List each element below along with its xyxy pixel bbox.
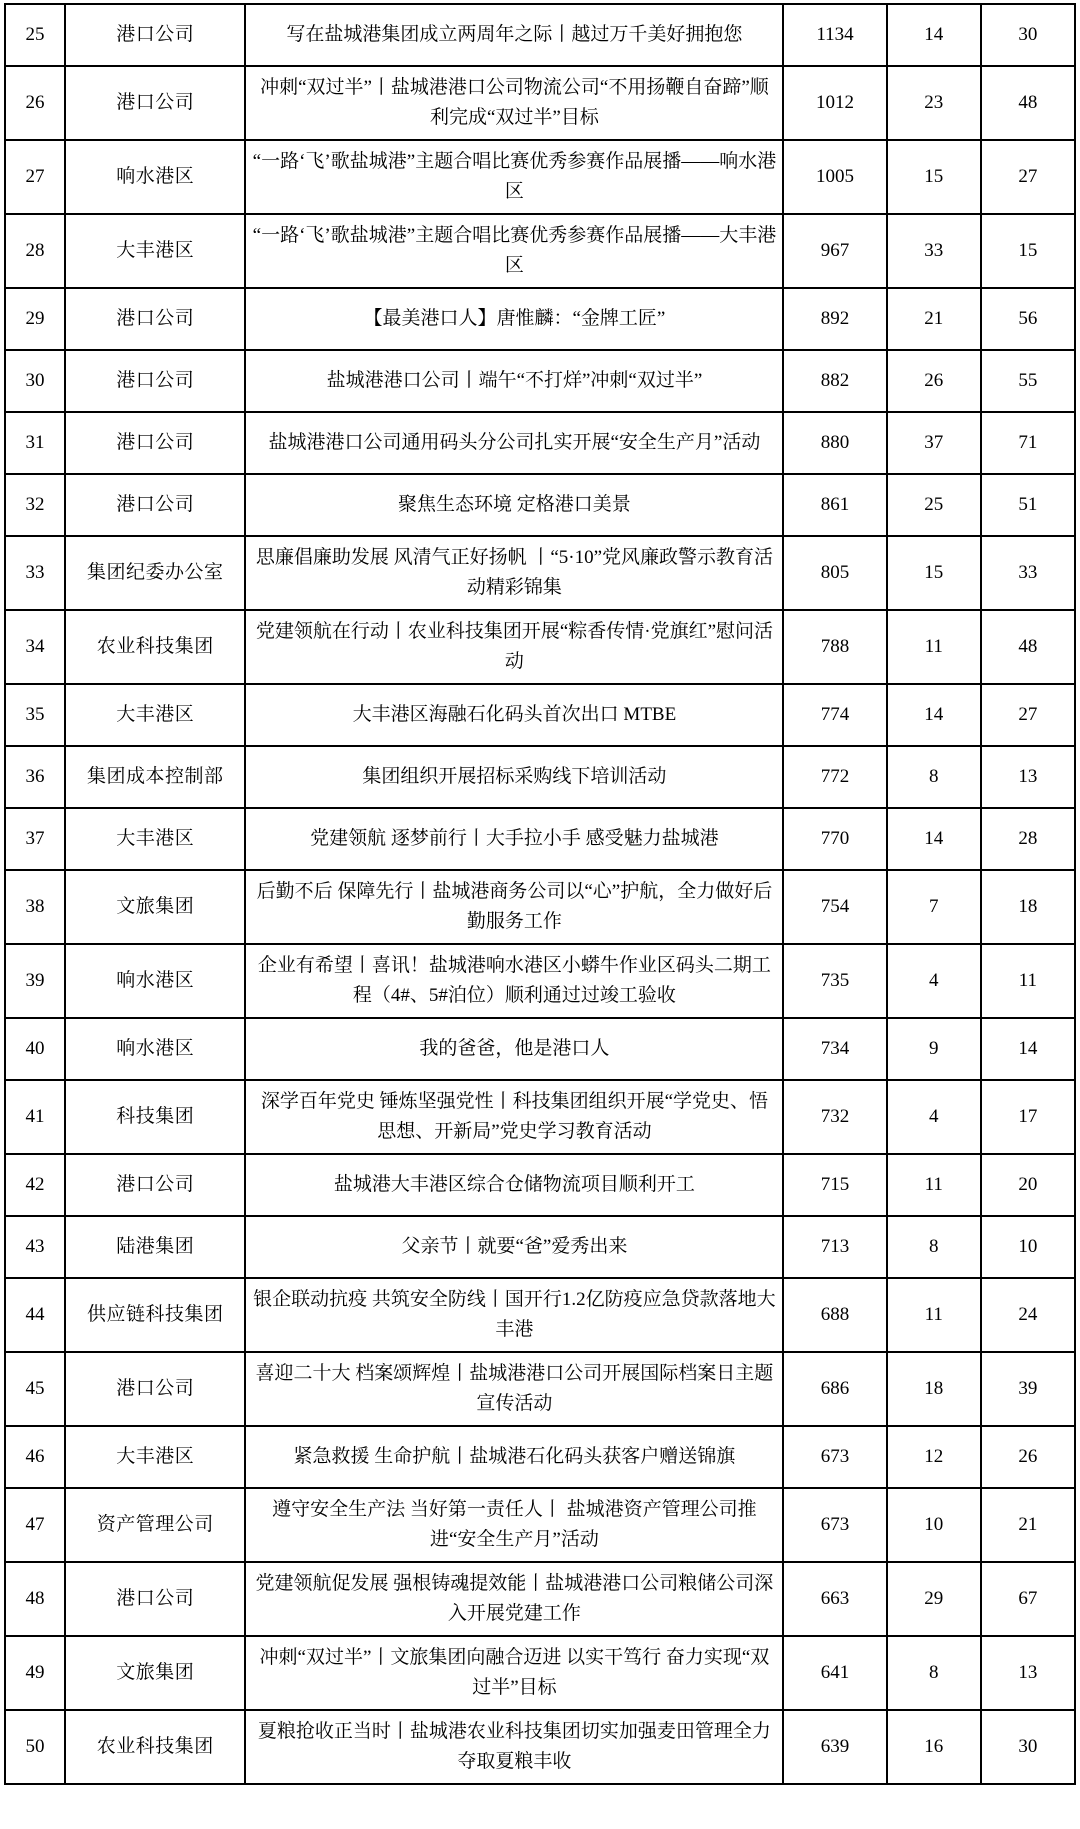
title-cell: 党建领航 逐梦前行丨大手拉小手 感受魅力盐城港 — [245, 808, 783, 870]
metric2-cell: 4 — [887, 1080, 981, 1154]
metric3-cell: 30 — [981, 1710, 1075, 1784]
metric2-cell: 14 — [887, 684, 981, 746]
rank-cell: 32 — [5, 474, 65, 536]
metric2-cell: 10 — [887, 1488, 981, 1562]
metric1-cell: 735 — [783, 944, 886, 1018]
metric1-cell: 1005 — [783, 140, 886, 214]
rank-cell: 31 — [5, 412, 65, 474]
org-cell: 集团纪委办公室 — [65, 536, 245, 610]
rank-cell: 47 — [5, 1488, 65, 1562]
title-cell: 党建领航在行动丨农业科技集团开展“粽香传情·党旗红”慰问活动 — [245, 610, 783, 684]
metric1-cell: 880 — [783, 412, 886, 474]
title-cell: 紧急救援 生命护航丨盐城港石化码头获客户赠送锦旗 — [245, 1426, 783, 1488]
org-cell: 港口公司 — [65, 1154, 245, 1216]
table-row — [5, 66, 1075, 140]
table-row — [5, 1154, 1075, 1216]
table-row — [5, 1352, 1075, 1426]
title-cell: 遵守安全生产法 当好第一责任人丨 盐城港资产管理公司推进“安全生产月”活动 — [245, 1488, 783, 1562]
org-cell: 港口公司 — [65, 4, 245, 66]
rank-cell: 29 — [5, 288, 65, 350]
metric2-cell: 23 — [887, 66, 981, 140]
title-cell: 后勤不后 保障先行丨盐城港商务公司以“心”护航，全力做好后勤服务工作 — [245, 870, 783, 944]
table-row — [5, 1018, 1075, 1080]
rank-cell: 28 — [5, 214, 65, 288]
metric3-cell: 71 — [981, 412, 1075, 474]
org-cell: 农业科技集团 — [65, 610, 245, 684]
title-cell: 思廉倡廉助发展 风清气正好扬帆 丨“5·10”党风廉政警示教育活动精彩锦集 — [245, 536, 783, 610]
metric1-cell: 673 — [783, 1488, 886, 1562]
org-cell: 大丰港区 — [65, 214, 245, 288]
rank-cell: 38 — [5, 870, 65, 944]
metric2-cell: 8 — [887, 746, 981, 808]
table-row — [5, 746, 1075, 808]
metric2-cell: 11 — [887, 610, 981, 684]
table-row — [5, 870, 1075, 944]
title-cell: 深学百年党史 锤炼坚强党性丨科技集团组织开展“学党史、悟思想、开新局”党史学习教育活动 — [245, 1080, 783, 1154]
org-cell: 科技集团 — [65, 1080, 245, 1154]
rank-cell: 50 — [5, 1710, 65, 1784]
org-cell: 港口公司 — [65, 474, 245, 536]
rank-cell: 46 — [5, 1426, 65, 1488]
title-cell: 银企联动抗疫 共筑安全防线丨国开行1.2亿防疫应急贷款落地大丰港 — [245, 1278, 783, 1352]
metric3-cell: 24 — [981, 1278, 1075, 1352]
metric1-cell: 967 — [783, 214, 886, 288]
metric3-cell: 27 — [981, 684, 1075, 746]
metric3-cell: 18 — [981, 870, 1075, 944]
org-cell: 响水港区 — [65, 1018, 245, 1080]
metric3-cell: 10 — [981, 1216, 1075, 1278]
metric3-cell: 33 — [981, 536, 1075, 610]
org-cell: 港口公司 — [65, 66, 245, 140]
title-cell: 盐城港大丰港区综合仓储物流项目顺利开工 — [245, 1154, 783, 1216]
metric2-cell: 11 — [887, 1154, 981, 1216]
title-cell: 聚焦生态环境 定格港口美景 — [245, 474, 783, 536]
org-cell: 港口公司 — [65, 412, 245, 474]
org-cell: 集团成本控制部 — [65, 746, 245, 808]
metric2-cell: 26 — [887, 350, 981, 412]
metric2-cell: 18 — [887, 1352, 981, 1426]
table-row — [5, 350, 1075, 412]
metric3-cell: 67 — [981, 1562, 1075, 1636]
org-cell: 大丰港区 — [65, 1426, 245, 1488]
table-row — [5, 1562, 1075, 1636]
table-row — [5, 684, 1075, 746]
rank-cell: 49 — [5, 1636, 65, 1710]
metric2-cell: 16 — [887, 1710, 981, 1784]
table-row — [5, 1080, 1075, 1154]
metric3-cell: 27 — [981, 140, 1075, 214]
rank-cell: 42 — [5, 1154, 65, 1216]
metric2-cell: 37 — [887, 412, 981, 474]
metric3-cell: 20 — [981, 1154, 1075, 1216]
org-cell: 响水港区 — [65, 944, 245, 1018]
org-cell: 大丰港区 — [65, 808, 245, 870]
metric2-cell: 14 — [887, 808, 981, 870]
table-row — [5, 474, 1075, 536]
org-cell: 港口公司 — [65, 350, 245, 412]
metric1-cell: 770 — [783, 808, 886, 870]
title-cell: 冲刺“双过半”丨盐城港港口公司物流公司“不用扬鞭自奋蹄”顺利完成“双过半”目标 — [245, 66, 783, 140]
metric1-cell: 1134 — [783, 4, 886, 66]
title-cell: 喜迎二十大 档案颂辉煌丨盐城港港口公司开展国际档案日主题宣传活动 — [245, 1352, 783, 1426]
metric3-cell: 51 — [981, 474, 1075, 536]
metric3-cell: 56 — [981, 288, 1075, 350]
metric1-cell: 732 — [783, 1080, 886, 1154]
table-row — [5, 1426, 1075, 1488]
metric1-cell: 713 — [783, 1216, 886, 1278]
metric2-cell: 4 — [887, 944, 981, 1018]
rank-cell: 45 — [5, 1352, 65, 1426]
metric1-cell: 754 — [783, 870, 886, 944]
org-cell: 港口公司 — [65, 1352, 245, 1426]
metric3-cell: 21 — [981, 1488, 1075, 1562]
metric1-cell: 774 — [783, 684, 886, 746]
metric2-cell: 33 — [887, 214, 981, 288]
table-row — [5, 140, 1075, 214]
metric2-cell: 25 — [887, 474, 981, 536]
metric3-cell: 14 — [981, 1018, 1075, 1080]
rank-cell: 44 — [5, 1278, 65, 1352]
table-row — [5, 536, 1075, 610]
org-cell: 文旅集团 — [65, 870, 245, 944]
org-cell: 港口公司 — [65, 288, 245, 350]
title-cell: 盐城港港口公司丨端午“不打烊”冲刺“双过半” — [245, 350, 783, 412]
org-cell: 大丰港区 — [65, 684, 245, 746]
table-row — [5, 944, 1075, 1018]
metric2-cell: 21 — [887, 288, 981, 350]
metric3-cell: 30 — [981, 4, 1075, 66]
rank-cell: 34 — [5, 610, 65, 684]
metric2-cell: 8 — [887, 1636, 981, 1710]
title-cell: 大丰港区海融石化码头首次出口 MTBE — [245, 684, 783, 746]
org-cell: 港口公司 — [65, 1562, 245, 1636]
rank-cell: 43 — [5, 1216, 65, 1278]
metric2-cell: 7 — [887, 870, 981, 944]
title-cell: 父亲节丨就要“爸”爱秀出来 — [245, 1216, 783, 1278]
table-row — [5, 1278, 1075, 1352]
metric3-cell: 13 — [981, 746, 1075, 808]
metric2-cell: 15 — [887, 140, 981, 214]
title-cell: 冲刺“双过半”丨文旅集团向融合迈进 以实干笃行 奋力实现“双过半”目标 — [245, 1636, 783, 1710]
org-cell: 资产管理公司 — [65, 1488, 245, 1562]
metric3-cell: 55 — [981, 350, 1075, 412]
metric2-cell: 9 — [887, 1018, 981, 1080]
table-row — [5, 1216, 1075, 1278]
table-row — [5, 1488, 1075, 1562]
metric1-cell: 734 — [783, 1018, 886, 1080]
table-body — [5, 4, 1075, 1784]
title-cell: 盐城港港口公司通用码头分公司扎实开展“安全生产月”活动 — [245, 412, 783, 474]
metric2-cell: 8 — [887, 1216, 981, 1278]
metric3-cell: 39 — [981, 1352, 1075, 1426]
metric1-cell: 1012 — [783, 66, 886, 140]
metric1-cell: 639 — [783, 1710, 886, 1784]
metric2-cell: 14 — [887, 4, 981, 66]
org-cell: 农业科技集团 — [65, 1710, 245, 1784]
title-cell: 夏粮抢收正当时丨盐城港农业科技集团切实加强麦田管理全力夺取夏粮丰收 — [245, 1710, 783, 1784]
table-row — [5, 214, 1075, 288]
org-cell: 供应链科技集团 — [65, 1278, 245, 1352]
metric3-cell: 11 — [981, 944, 1075, 1018]
rank-cell: 30 — [5, 350, 65, 412]
metric1-cell: 686 — [783, 1352, 886, 1426]
title-cell: 企业有希望丨喜讯！盐城港响水港区小蟒牛作业区码头二期工程（4#、5#泊位）顺利通过过竣工验收 — [245, 944, 783, 1018]
title-cell: 【最美港口人】唐惟麟：“金牌工匠” — [245, 288, 783, 350]
metric3-cell: 13 — [981, 1636, 1075, 1710]
metric1-cell: 673 — [783, 1426, 886, 1488]
metric2-cell: 12 — [887, 1426, 981, 1488]
metric3-cell: 17 — [981, 1080, 1075, 1154]
title-cell: 我的爸爸，他是港口人 — [245, 1018, 783, 1080]
metric2-cell: 11 — [887, 1278, 981, 1352]
metric3-cell: 15 — [981, 214, 1075, 288]
rank-cell: 48 — [5, 1562, 65, 1636]
org-cell: 文旅集团 — [65, 1636, 245, 1710]
table-row — [5, 1636, 1075, 1710]
title-cell: 党建领航促发展 强根铸魂提效能丨盐城港港口公司粮储公司深入开展党建工作 — [245, 1562, 783, 1636]
rank-cell: 35 — [5, 684, 65, 746]
metric2-cell: 29 — [887, 1562, 981, 1636]
rank-cell: 39 — [5, 944, 65, 1018]
org-cell: 响水港区 — [65, 140, 245, 214]
metric3-cell: 48 — [981, 66, 1075, 140]
table-row — [5, 288, 1075, 350]
rank-cell: 41 — [5, 1080, 65, 1154]
table-row — [5, 1710, 1075, 1784]
table-row — [5, 610, 1075, 684]
metric1-cell: 715 — [783, 1154, 886, 1216]
metric3-cell: 28 — [981, 808, 1075, 870]
rank-cell: 36 — [5, 746, 65, 808]
table-row — [5, 412, 1075, 474]
title-cell: 写在盐城港集团成立两周年之际丨越过万千美好拥抱您 — [245, 4, 783, 66]
rank-cell: 25 — [5, 4, 65, 66]
metric1-cell: 788 — [783, 610, 886, 684]
article-stats-table — [4, 3, 1076, 1785]
title-cell: “一路‘飞’歌盐城港”主题合唱比赛优秀参赛作品展播——大丰港区 — [245, 214, 783, 288]
metric3-cell: 48 — [981, 610, 1075, 684]
metric1-cell: 805 — [783, 536, 886, 610]
metric1-cell: 663 — [783, 1562, 886, 1636]
title-cell: 集团组织开展招标采购线下培训活动 — [245, 746, 783, 808]
metric1-cell: 772 — [783, 746, 886, 808]
rank-cell: 26 — [5, 66, 65, 140]
metric1-cell: 688 — [783, 1278, 886, 1352]
metric2-cell: 15 — [887, 536, 981, 610]
metric1-cell: 641 — [783, 1636, 886, 1710]
rank-cell: 37 — [5, 808, 65, 870]
org-cell: 陆港集团 — [65, 1216, 245, 1278]
rank-cell: 27 — [5, 140, 65, 214]
table-row — [5, 808, 1075, 870]
title-cell: “一路‘飞’歌盐城港”主题合唱比赛优秀参赛作品展播——响水港区 — [245, 140, 783, 214]
metric1-cell: 882 — [783, 350, 886, 412]
metric1-cell: 861 — [783, 474, 886, 536]
metric1-cell: 892 — [783, 288, 886, 350]
rank-cell: 40 — [5, 1018, 65, 1080]
rank-cell: 33 — [5, 536, 65, 610]
table-row — [5, 4, 1075, 66]
metric3-cell: 26 — [981, 1426, 1075, 1488]
